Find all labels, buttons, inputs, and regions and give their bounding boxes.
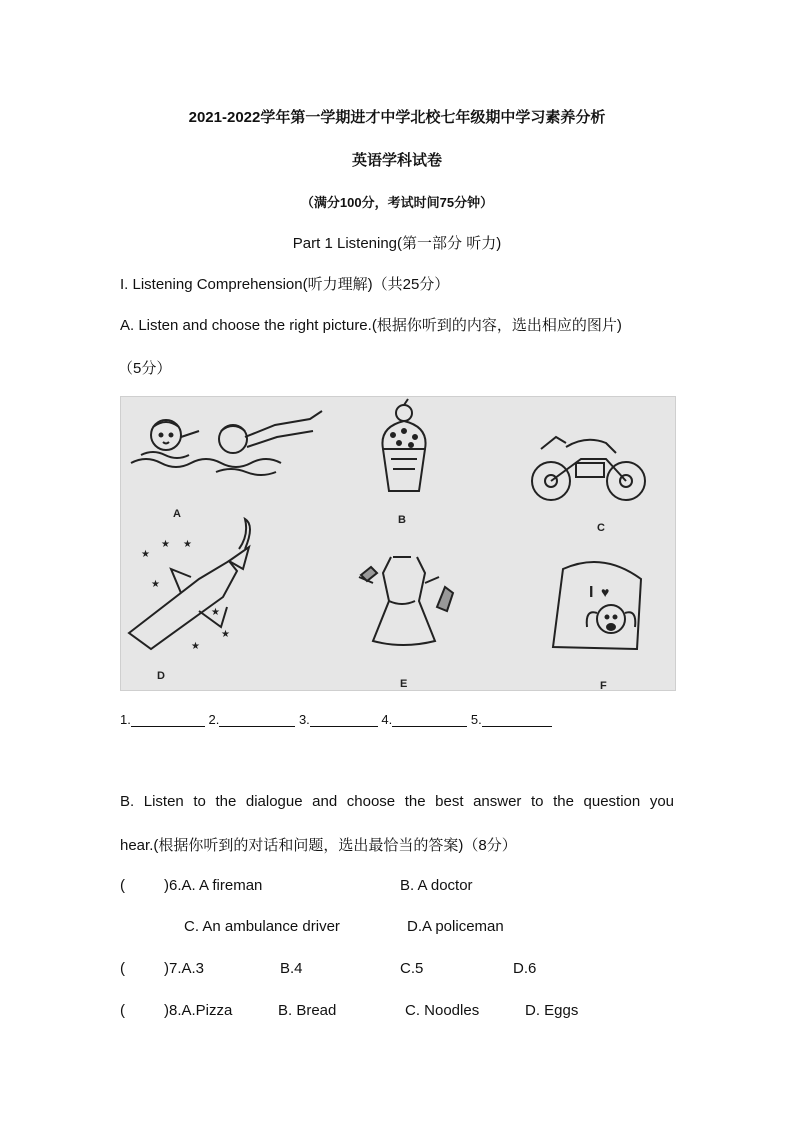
svg-text:♥: ♥ <box>601 584 610 600</box>
blank-label: 4. <box>381 712 393 727</box>
exam-subtitle: 英语学科试卷 <box>351 152 442 169</box>
score-time-note: （满分100分，考试时间75分钟） <box>300 195 494 210</box>
part-b-instruction: B. Listen to the dialogue and choose the best answer to the question you <box>120 793 674 810</box>
question-8-option-d: D. Eggs <box>525 1002 579 1019</box>
blank-label: 2. <box>208 712 220 727</box>
question-6-option-a: )6.A. A fireman <box>164 877 263 894</box>
question-6-option-d: D.A policeman <box>407 918 504 935</box>
answer-blank-1[interactable] <box>131 712 205 727</box>
question-6-option-c: C. An ambulance driver <box>184 918 340 935</box>
question-7-option-c: C.5 <box>400 960 424 977</box>
svg-text:I: I <box>589 584 594 601</box>
picture-letter: F <box>600 680 607 690</box>
motorcycle-icon <box>532 437 645 500</box>
picture-letter: D <box>157 670 165 682</box>
answer-paren-6[interactable]: ( <box>120 877 125 894</box>
answer-blanks <box>120 712 552 727</box>
picture-letter: E <box>400 678 408 690</box>
svg-text:★: ★ <box>191 641 200 652</box>
answer-blank-5[interactable] <box>482 712 552 727</box>
blank-label: 3. <box>298 712 310 727</box>
dog-card-icon <box>553 562 641 649</box>
picture-panel <box>120 396 676 691</box>
part-b-instruction-cont: hear.(根据你听到的对话和问题，选出最恰当的答案)（8分） <box>120 837 517 854</box>
exam-title: 2021-2022学年第一学期进才中学北校七年级期中学习素养分析 <box>188 109 606 126</box>
section-heading: I. Listening Comprehension(听力理解)（共25分） <box>120 276 450 293</box>
picture-letter: B <box>398 514 406 526</box>
question-8-option-a: )8.A.Pizza <box>164 1002 233 1019</box>
picture-letter: C <box>597 522 605 534</box>
question-6-option-b: B. A doctor <box>400 877 473 894</box>
svg-text:★: ★ <box>183 539 192 550</box>
answer-paren-7[interactable]: ( <box>120 960 125 977</box>
svg-text:★: ★ <box>161 539 170 550</box>
part-a-points: （5分） <box>118 360 172 377</box>
picture-letter: A <box>173 508 181 520</box>
part-heading: Part 1 Listening(第一部分 听力) <box>292 235 502 252</box>
svg-text:★: ★ <box>141 549 150 560</box>
svg-text:★: ★ <box>211 607 220 618</box>
answer-blank-3[interactable] <box>310 712 378 727</box>
question-7-option-d: D.6 <box>513 960 537 977</box>
question-8-option-c: C. Noodles <box>405 1002 480 1019</box>
question-7-option-a: )7.A.3 <box>164 960 205 977</box>
question-7-option-b: B.4 <box>280 960 303 977</box>
answer-blank-2[interactable] <box>219 712 295 727</box>
dress-icon <box>359 557 453 645</box>
svg-text:★: ★ <box>151 579 160 590</box>
blank-label: 5. <box>470 712 482 727</box>
part-a-instruction: A. Listen and choose the right picture.(根据你听到的内容，选出相应的图片) <box>120 317 622 334</box>
svg-text:★: ★ <box>221 629 230 640</box>
swimming-kids-icon <box>131 411 322 475</box>
answer-blank-4[interactable] <box>392 712 467 727</box>
answer-paren-8[interactable]: ( <box>120 1002 125 1019</box>
ice-cream-icon <box>382 399 425 491</box>
blank-label: 1. <box>120 712 131 727</box>
space-shuttle-icon <box>129 519 250 652</box>
question-8-option-b: B. Bread <box>278 1002 337 1019</box>
